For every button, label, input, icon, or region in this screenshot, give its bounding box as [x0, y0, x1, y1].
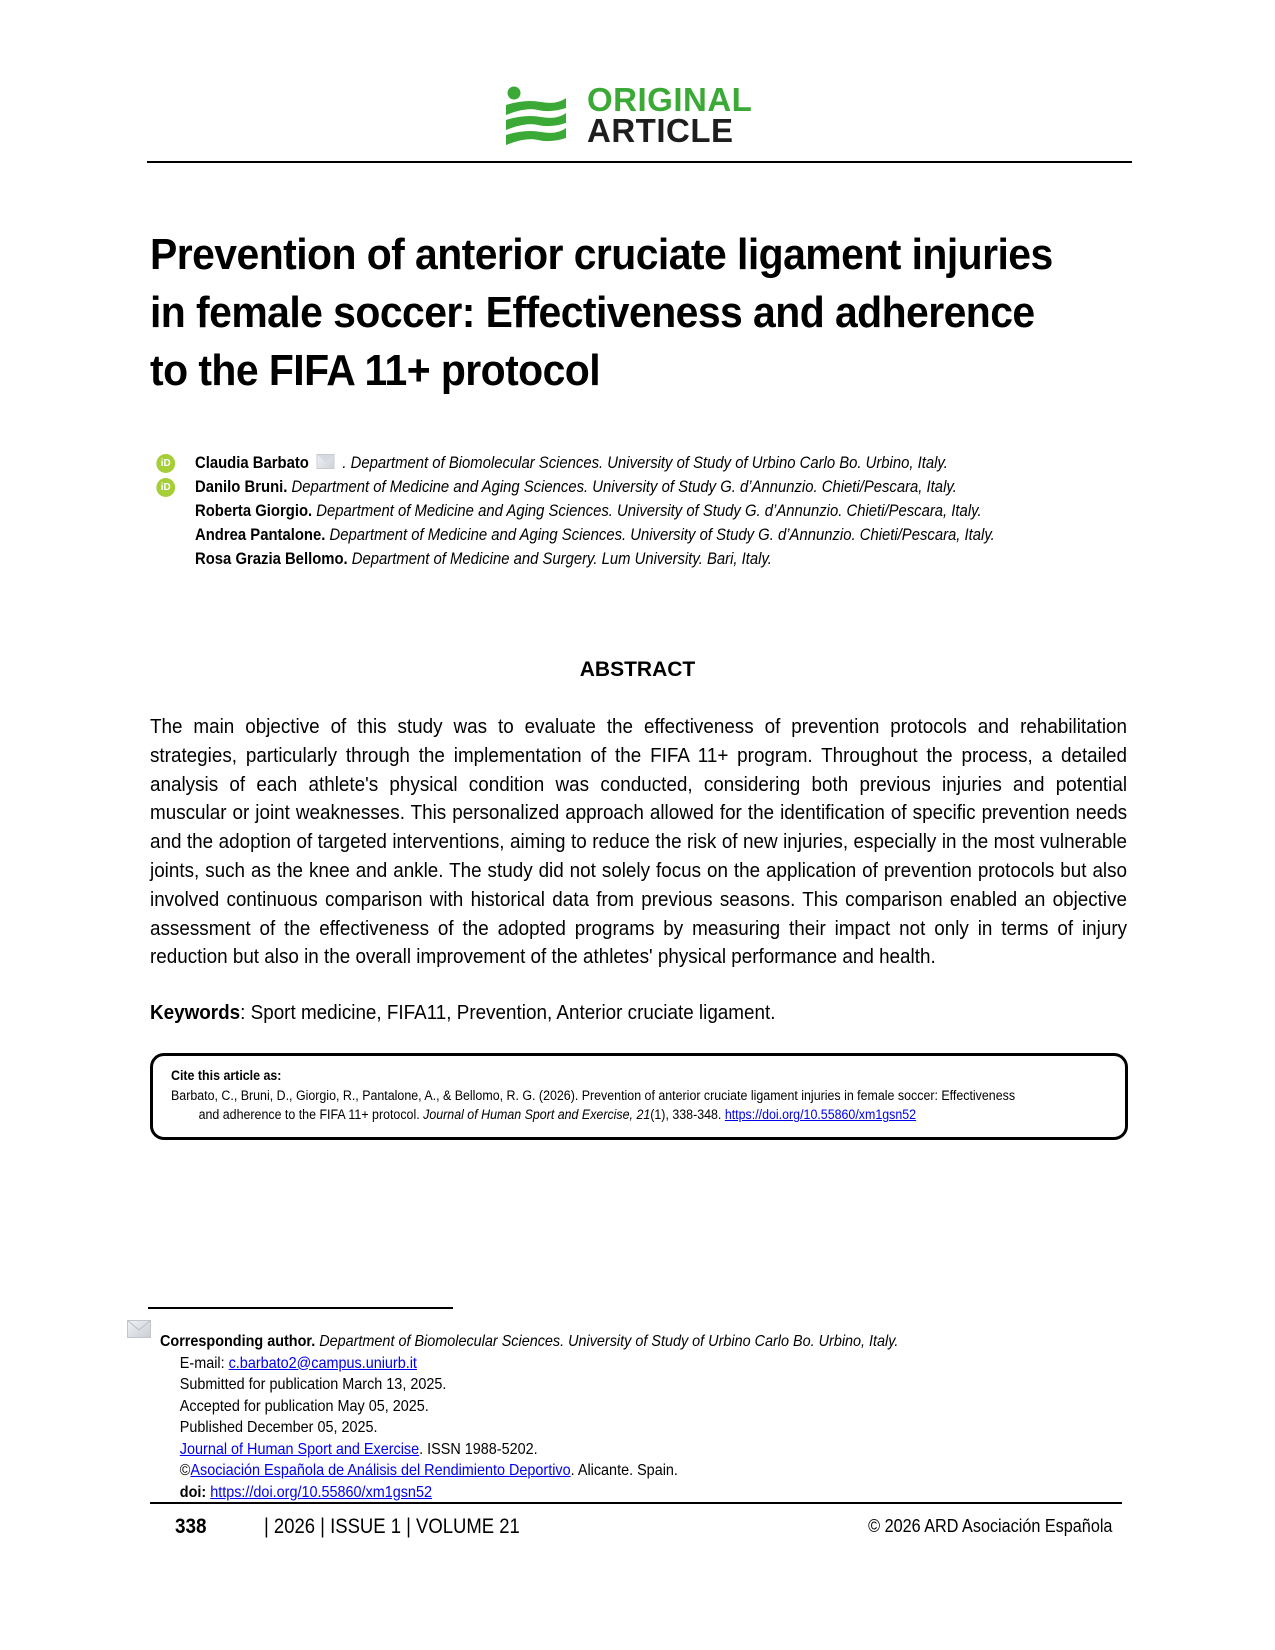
keywords-label: Keywords: [150, 1001, 241, 1024]
copyright-line: [160, 1460, 898, 1482]
orcid-icon[interactable]: iD: [156, 478, 175, 497]
email-label: E-mail:: [179, 1354, 229, 1372]
author-entry: [195, 499, 1059, 523]
doi-line: [160, 1482, 898, 1504]
accepted-date: Accepted for publication May 05, 2025.: [179, 1397, 429, 1415]
page-number: 338: [175, 1515, 207, 1538]
citation-title-end: and adherence to the FIFA 11+ protocol.: [198, 1107, 424, 1122]
author-list: [160, 451, 1155, 571]
citation-journal: Journal of Human Sport and Exercise, 21: [423, 1107, 651, 1122]
article-title: Prevention of anterior cruciate ligament injuries in female soccer: Effectiveness and adherence to the FIFA 11+ protocol: [150, 230, 1053, 395]
doi-link[interactable]: https://doi.org/10.55860/xm1gsn52: [210, 1483, 432, 1501]
citation-label: Cite this article as:: [171, 1068, 282, 1083]
author-entry: [195, 547, 1059, 571]
email-link[interactable]: c.barbato2@campus.uniurb.it: [228, 1354, 417, 1372]
journal-issn-line: [160, 1439, 898, 1461]
logo-line-article: ARTICLE: [587, 112, 734, 149]
footer-copyright: © 2026 ARD Asociación Española: [867, 1516, 1112, 1536]
author-entry: [195, 523, 1059, 547]
issue-info: | 2026 | ISSUE 1 | VOLUME 21: [264, 1515, 520, 1538]
corresponding-author: [160, 1331, 898, 1353]
author-affiliation: Department of Medicine and Surgery. Lum University. Bari, Italy.: [351, 550, 772, 568]
author-affiliation: Department of Medicine and Aging Sciences. University of Study G. d’Annunzio. Chieti/Pescara, Italy.: [316, 502, 982, 520]
published-date: Published December 05, 2025.: [179, 1419, 378, 1436]
submitted-date: Submitted for publication March 13, 2025.: [179, 1376, 447, 1393]
footnote-divider: [148, 1307, 453, 1309]
header-divider: [147, 161, 1132, 163]
author-affiliation: Department of Medicine and Aging Sciences. University of Study G. d’Annunzio. Chieti/Pescara, Italy.: [291, 478, 957, 496]
footnote: [160, 1331, 898, 1503]
corresponding-affiliation: Department of Biomolecular Sciences. University of Study of Urbino Carlo Bo. Urbino, Italy.: [315, 1333, 899, 1350]
citation-line-2: [171, 1105, 1119, 1124]
author-name: Danilo Bruni.: [195, 478, 288, 496]
citation-text: [171, 1086, 1119, 1124]
copyright-symbol: ©: [179, 1462, 191, 1479]
association-link[interactable]: Asociación Española de Análisis del Rendimiento Deportivo: [190, 1462, 571, 1479]
orcid-icon[interactable]: iD: [156, 454, 175, 473]
author-name: Claudia Barbato: [195, 454, 309, 472]
location: . Alicante. Spain.: [570, 1462, 678, 1479]
email-envelope-icon: [127, 1320, 151, 1338]
keywords-list: : Sport medicine, FIFA11, Prevention, Anterior cruciate ligament.: [240, 1001, 776, 1024]
author-name: Andrea Pantalone.: [195, 526, 326, 544]
author-name: Rosa Grazia Bellomo.: [195, 550, 348, 568]
author-affiliation: . Department of Biomolecular Sciences. University of Study of Urbino Carlo Bo. Urbino, Italy.: [342, 454, 948, 472]
page-footer: [150, 1515, 1122, 1545]
journal-link[interactable]: Journal of Human Sport and Exercise: [179, 1440, 420, 1458]
abstract-text: The main objective of this study was to evaluate the effectiveness of prevention protocols and rehabilitation strategies, particularly through the implementation of the FIFA 11+ program. Throughout the process, a detailed analysis of each athlete's physical condition was conducted, considering both previous injuries and potential muscular or joint weaknesses. This personalized approach allowed for the identification of specific prevention needs and the adoption of targeted interventions, aiming to reduce the risk of new injuries, especially in the most vulnerable joints, such as the knee and ankle. The study did not solely focus on the application of prevention protocols but also involved continuous comparison with historical data from previous seasons. This comparison enabled an objective assessment of the effectiveness of the adopted programs by measuring their impact not only in terms of injury reduction but also in the overall improvement of the athletes' physical performance and health.: [150, 715, 1128, 969]
journal-logo: [505, 81, 775, 152]
corresponding-label: Corresponding author.: [160, 1333, 316, 1350]
original-article-logo-icon: [505, 86, 567, 148]
author-entry: [160, 475, 1059, 499]
citation-issue-pages: (1), 338-348.: [650, 1107, 725, 1122]
citation-doi-link[interactable]: https://doi.org/10.55860/xm1gsn52: [724, 1107, 917, 1122]
email-icon[interactable]: [317, 454, 335, 469]
doi-label: doi:: [179, 1483, 207, 1501]
issn: . ISSN 1988-5202.: [419, 1440, 538, 1458]
citation-line-1: Barbato, C., Bruni, D., Giorgio, R., Pantalone, A., & Bellomo, R. G. (2026). Prevention of anterior cruciate ligament injuries in female soccer: Effectiveness: [171, 1088, 1016, 1103]
keywords: [150, 1001, 775, 1025]
author-affiliation: Department of Medicine and Aging Sciences. University of Study G. d’Annunzio. Chieti/Pescara, Italy.: [329, 526, 995, 544]
author-name: Roberta Giorgio.: [195, 502, 313, 520]
author-entry: [160, 451, 1059, 475]
abstract-body: [150, 713, 1127, 972]
logo-line-original: ORIGINAL: [587, 81, 753, 118]
footer-divider: [150, 1502, 1122, 1504]
abstract-heading: ABSTRACT: [579, 658, 696, 681]
email-line: [160, 1353, 898, 1375]
